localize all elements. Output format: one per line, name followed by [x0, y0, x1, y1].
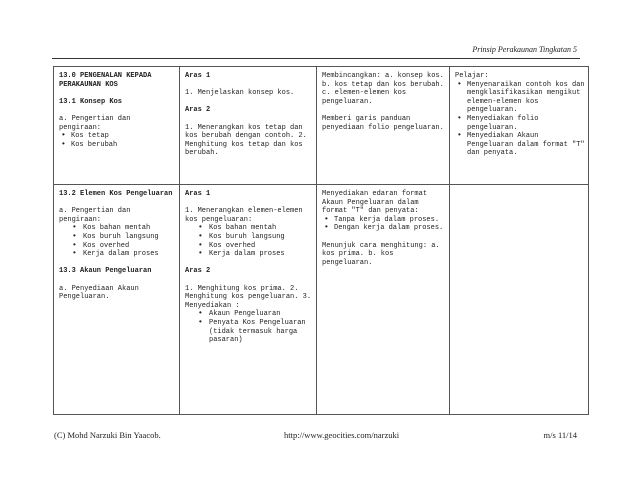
activities-text: Membincangkan: a. konsep kos. b. kos tetap dan kos berubah. c. elemen-elemen kos pengeluaran. [322, 72, 444, 106]
list-item: • Kos overhed [83, 242, 176, 251]
footer-url: http://www.geocities.com/narzuki [284, 430, 400, 440]
list-item: • Kos bahan mentah [83, 224, 176, 233]
aras2-label: Aras 2 [185, 267, 211, 276]
activities-text-2: Menunjuk cara menghitung: a. kos prima. b. kos pengeluaran. [322, 241, 440, 267]
list-item: • Kos buruh langsung [209, 233, 313, 242]
notes-cell [450, 185, 589, 415]
list-item: • Penyata Kos Pengeluaran (tidak termasuk harga pasaran) [209, 319, 313, 345]
footer-page-number: m/s 11/14 [543, 430, 577, 440]
list-item: • Menyenaraikan contoh kos dan mengklasifikasikan mengikut elemen-elemen kos pengeluaran. [467, 81, 585, 115]
topic-text: a. Pengertian dan pengiraan: [59, 114, 131, 132]
footer-author: (C) Mohd Narzuki Bin Yaacob. [54, 430, 161, 440]
list-item: • Kos bahan mentah [209, 224, 313, 233]
list-item: • Menyediakan Akaun Pengeluaran dalam format "T" dan penyata. [467, 132, 585, 158]
table-row [54, 67, 589, 185]
lesson-plan-table [53, 66, 589, 415]
aras2-label: Aras 2 [185, 106, 211, 115]
activities-bullet-list [322, 216, 446, 233]
list-item: • Akaun Pengeluaran [209, 310, 313, 319]
list-item: • Kerja dalam proses [209, 250, 313, 259]
header-rule [52, 58, 580, 59]
activities-cell [317, 67, 450, 185]
aras2-bullet-list [185, 310, 313, 344]
aras1-label: Aras 1 [185, 72, 211, 80]
topic-cell [54, 67, 180, 185]
topic-cell [54, 185, 180, 415]
list-item: • Dengan kerja dalam proses. [334, 224, 446, 233]
list-item: • Tanpa kerja dalam proses. [334, 216, 446, 225]
topic-text: a. Pengertian dan pengiraan: [59, 207, 131, 224]
list-item: • Kos buruh langsung [83, 233, 176, 242]
activities-text: Menyediakan edaran format Akaun Pengeluaran dalam format "T" dan penyata: [322, 190, 428, 216]
aras1-bullet-list [185, 224, 313, 258]
topic-heading-2: 13.3 Akaun Pengeluaran [59, 267, 152, 276]
topic-heading: 13.0 PENGENALAN KEPADA PERAKAUNAN KOS [59, 72, 152, 89]
notes-intro: Pelajar: [455, 72, 489, 80]
list-item: • Kos overhed [209, 242, 313, 251]
topic-heading: 13.2 Elemen Kos Pengeluaran [59, 190, 173, 198]
aras1-label: Aras 1 [185, 190, 211, 198]
topic-subheading: 13.1 Konsep Kos [59, 97, 123, 106]
outcomes-cell [180, 185, 317, 415]
table-row [54, 185, 589, 415]
list-item: • Kerja dalam proses [83, 250, 176, 259]
list-item: • Kos berubah [71, 141, 176, 150]
topic-text-2: a. Penyediaan Akaun Pengeluaran. [59, 284, 139, 302]
page-header: Prinsip Perakaunan Tingkatan 5 [472, 45, 577, 54]
topic-bullet-list [59, 132, 176, 149]
aras2-text: 1. Menghitung kos prima. 2. Menghitung kos pengeluaran. 3. Menyediakan : [185, 284, 312, 310]
activities-text-2: Memberi garis panduan penyediaan folio pengeluaran. [322, 114, 444, 132]
topic-bullet-list [59, 224, 176, 258]
outcomes-cell [180, 67, 317, 185]
aras1-text: 1. Menerangkan elemen-elemen kos pengeluaran: [185, 207, 303, 224]
aras1-text: 1. Menjelaskan konsep kos. [185, 89, 295, 98]
list-item: • Menyediakan folio pengeluaran. [467, 115, 585, 132]
aras2-text: 1. Menerangkan kos tetap dan kos berubah dengan contoh. 2. Menghitung kos tetap dan kos berubah. [185, 123, 307, 158]
notes-bullet-list [455, 81, 585, 158]
activities-cell [317, 185, 450, 415]
notes-cell [450, 67, 589, 185]
list-item: • Kos tetap [71, 132, 176, 141]
